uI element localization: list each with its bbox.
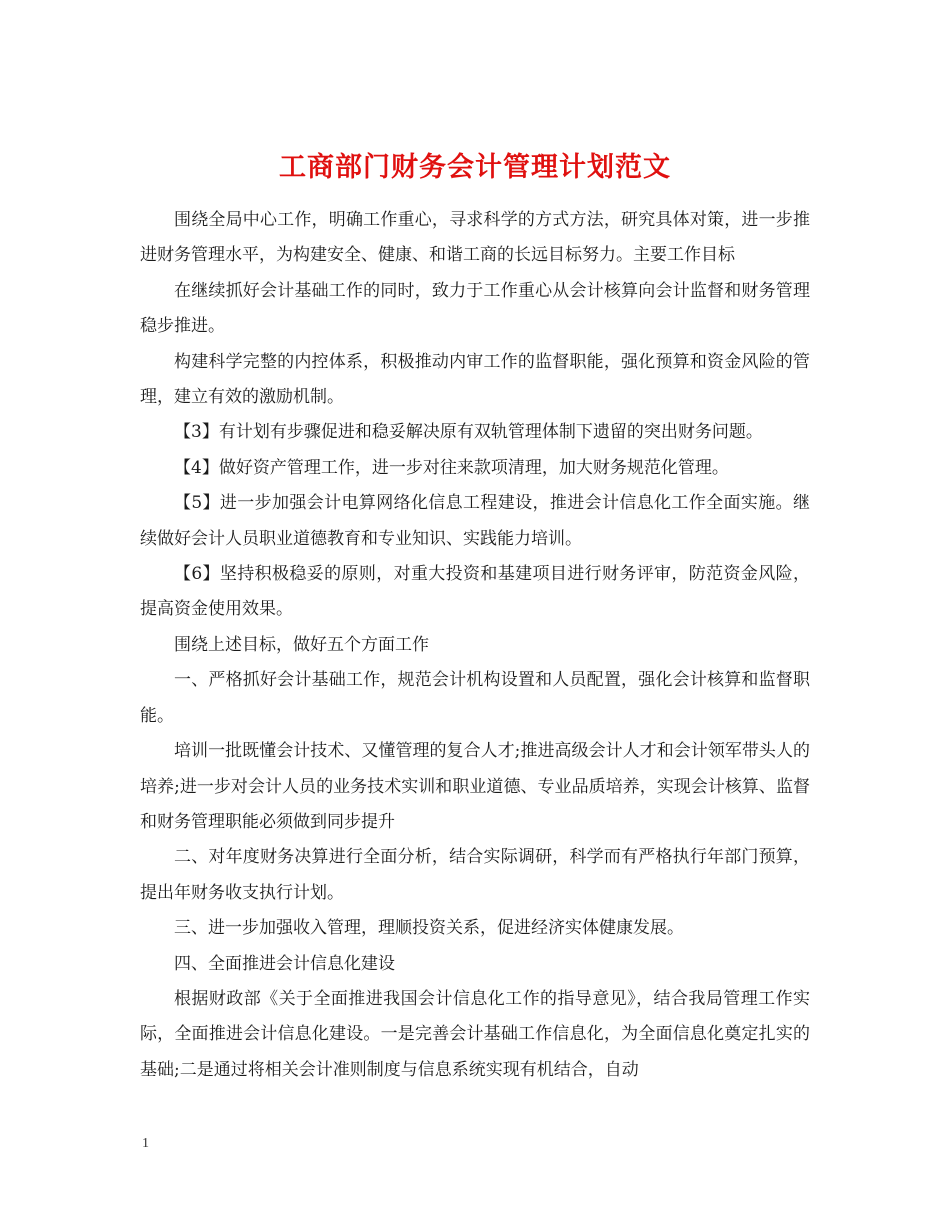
paragraph: 围绕全局中心工作，明确工作重心，寻求科学的方式方法，研究具体对策，进一步推进财务管理水平，为构建安全、健康、和谐工商的长远目标努力。主要工作目标 [140,210,810,266]
paragraph: 培训一批既懂会计技术、又懂管理的复合人才;推进高级会计人才和会计领军带头人的培养;进一步对会计人员的业务技术实训和职业道德、专业品质培养，实现会计核算、监督和财务管理职能必须做到同步提升 [140,741,810,832]
paragraph: 四、全面推进会计信息化建设 [174,953,395,974]
paragraph: 一、严格抓好会计基础工作，规范会计机构设置和人员配置，强化会计核算和监督职能。 [140,670,810,726]
paragraph: 三、进一步加强收入管理，理顺投资关系，促进经济实体健康发展。 [174,918,684,939]
page-number: 1 [142,1136,149,1151]
paragraph: 围绕上述目标，做好五个方面工作 [174,634,429,655]
document-title: 工商部门财务会计管理计划范文 [279,152,671,184]
paragraph: 【4】做好资产管理工作，进一步对往来款项清理，加大财务规范化管理。 [174,457,729,478]
document-body [140,203,810,1088]
paragraph: 【5】进一步加强会计电算网络化信息工程建设，推进会计信息化工作全面实施。继续做好会计人员职业道德教育和专业知识、实践能力培训。 [140,493,810,549]
paragraph: 【6】坚持积极稳妥的原则，对重大投资和基建项目进行财务评审，防范资金风险，提高资金使用效果。 [140,564,810,620]
paragraph: 根据财政部《关于全面推进我国会计信息化工作的指导意见》，结合我局管理工作实际，全面推进会计信息化建设。一是完善会计基础工作信息化，为全面信息化奠定扎实的基础;二是通过将相关会计准则制度与信息系统实现有机结合，自动 [140,988,810,1080]
paragraph: 二、对年度财务决算进行全面分析，结合实际调研，科学而有严格执行年部门预算，提出年财务收支执行计划。 [140,847,810,903]
paragraph: 构建科学完整的内控体系，积极推动内审工作的监督职能，强化预算和资金风险的管理，建立有效的激励机制。 [140,351,810,408]
paragraph: 在继续抓好会计基础工作的同时，致力于工作重心从会计核算向会计监督和财务管理稳步推进。 [140,280,810,337]
paragraph: 【3】有计划有步骤促进和稳妥解决原有双轨管理体制下遗留的突出财务问题。 [174,422,763,443]
